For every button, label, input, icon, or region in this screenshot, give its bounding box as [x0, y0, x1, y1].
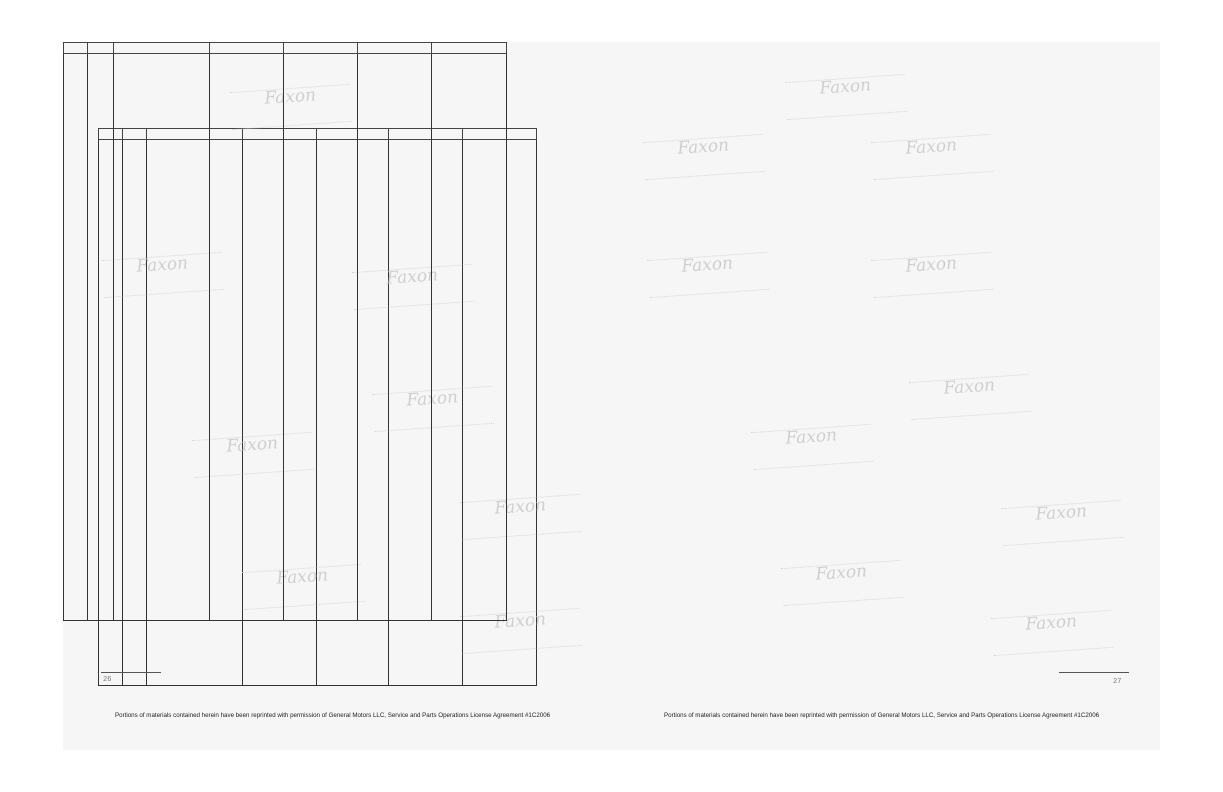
- table-cell: [64, 600, 88, 621]
- right-page-number: 27: [1113, 678, 1122, 686]
- table-row: [64, 264, 507, 285]
- table-cell: [114, 180, 210, 201]
- table-row: [64, 474, 507, 495]
- table-cell: [284, 285, 358, 306]
- table-cell: [88, 75, 114, 96]
- table-row: [64, 180, 507, 201]
- table-cell: [210, 138, 284, 159]
- right-footer-rule: [1059, 672, 1129, 673]
- table-cell: [358, 558, 432, 579]
- table-cell: [358, 138, 432, 159]
- table-cell: [64, 453, 88, 474]
- table-cell: [210, 180, 284, 201]
- table-row: [64, 54, 507, 75]
- table-cell: [284, 516, 358, 537]
- table-cell: [64, 579, 88, 600]
- table-cell: [88, 285, 114, 306]
- table-cell: [210, 285, 284, 306]
- table-cell: [88, 579, 114, 600]
- table-cell: [358, 411, 432, 432]
- table-cell: [358, 327, 432, 348]
- watermark-logo: Faxon: [242, 564, 364, 610]
- table-cell: [432, 96, 507, 117]
- table-cell: [88, 159, 114, 180]
- table-cell: [358, 516, 432, 537]
- watermark-logo: Faxon: [460, 494, 582, 540]
- table-cell: [284, 474, 358, 495]
- table-row: [64, 516, 507, 537]
- table-row: [64, 285, 507, 306]
- table-cell: [284, 390, 358, 411]
- table-cell: [210, 201, 284, 222]
- table-cell: [284, 201, 358, 222]
- table-row: [64, 222, 507, 243]
- table-cell: [210, 348, 284, 369]
- table-cell: [432, 453, 507, 474]
- table-cell: [284, 411, 358, 432]
- table-cell: [88, 411, 114, 432]
- table-cell: [114, 369, 210, 390]
- table-row: [64, 432, 507, 453]
- table-cell: [88, 96, 114, 117]
- watermark-logo: Faxon: [909, 374, 1031, 420]
- table-cell: [210, 432, 284, 453]
- table-cell: [358, 495, 432, 516]
- table-cell: [284, 579, 358, 600]
- table-cell: [64, 327, 88, 348]
- table-cell: [210, 159, 284, 180]
- table-cell: [114, 579, 210, 600]
- watermark-logo: Faxon: [871, 134, 993, 180]
- table-cell: [358, 117, 432, 138]
- table-cell: [284, 222, 358, 243]
- watermark-logo: Faxon: [230, 84, 352, 130]
- table-cell: [88, 243, 114, 264]
- table-cell: [284, 537, 358, 558]
- table-cell: [88, 558, 114, 579]
- table-cell: [284, 348, 358, 369]
- table-cell: [147, 644, 243, 665]
- table-cell: [114, 453, 210, 474]
- table-cell: [210, 516, 284, 537]
- table-cell: [284, 327, 358, 348]
- table-cell: [114, 222, 210, 243]
- table-cell: [358, 180, 432, 201]
- table-cell: [88, 348, 114, 369]
- table-cell: [88, 264, 114, 285]
- table-cell: [432, 264, 507, 285]
- table-cell: [64, 75, 88, 96]
- table-cell: [88, 432, 114, 453]
- table-cell: [210, 558, 284, 579]
- table-cell: [284, 75, 358, 96]
- table-row: [64, 306, 507, 327]
- table-cell: [88, 390, 114, 411]
- table-cell: [210, 579, 284, 600]
- table-cell: [432, 411, 507, 432]
- watermark-logo: Faxon: [1001, 500, 1123, 546]
- table-cell: [284, 54, 358, 75]
- table-cell: [432, 222, 507, 243]
- table-cell: [114, 432, 210, 453]
- table-cell: [432, 75, 507, 96]
- table-cell: [432, 495, 507, 516]
- table-cell: [358, 600, 432, 621]
- table-cell: [432, 432, 507, 453]
- table-cell: [114, 516, 210, 537]
- table-row: [99, 644, 537, 665]
- table-row: [64, 390, 507, 411]
- table-cell: [432, 327, 507, 348]
- table-cell: [210, 264, 284, 285]
- column-header: [114, 43, 210, 54]
- table-cell: [389, 644, 463, 665]
- table-cell: [114, 600, 210, 621]
- watermark-logo: Faxon: [647, 252, 769, 298]
- column-header: [88, 43, 114, 54]
- table-cell: [88, 54, 114, 75]
- table-cell: [114, 264, 210, 285]
- table-cell: [389, 665, 463, 686]
- table-cell: [358, 579, 432, 600]
- table-cell: [463, 644, 537, 665]
- table-cell: [432, 180, 507, 201]
- table-row: [64, 453, 507, 474]
- table-cell: [358, 432, 432, 453]
- table-row: [64, 537, 507, 558]
- table-row: [64, 159, 507, 180]
- table-cell: [114, 75, 210, 96]
- left-footer-rule: [101, 672, 161, 673]
- table-cell: [243, 665, 317, 686]
- table-row: [64, 327, 507, 348]
- table-cell: [114, 117, 210, 138]
- table-cell: [210, 495, 284, 516]
- table-cell: [432, 54, 507, 75]
- table-cell: [114, 327, 210, 348]
- table-cell: [358, 537, 432, 558]
- table-cell: [284, 369, 358, 390]
- table-cell: [64, 117, 88, 138]
- table-cell: [88, 180, 114, 201]
- table-cell: [88, 516, 114, 537]
- table-cell: [64, 285, 88, 306]
- table-cell: [64, 96, 88, 117]
- table-cell: [210, 327, 284, 348]
- table-cell: [64, 138, 88, 159]
- table-row: [64, 411, 507, 432]
- table-cell: [114, 96, 210, 117]
- table-cell: [432, 390, 507, 411]
- table-cell: [64, 306, 88, 327]
- left-footnote: Portions of materials contained herein have been reprinted with permission of General Motors LLC, Service and Parts Operations License Agreement #1C2006: [115, 712, 551, 719]
- table-cell: [358, 201, 432, 222]
- table-cell: [358, 243, 432, 264]
- right-footnote: Portions of materials contained herein have been reprinted with permission of General Motors LLC, Service and Parts Operations License Agreement #1C2006: [664, 712, 1100, 719]
- table-cell: [358, 306, 432, 327]
- table-cell: [114, 537, 210, 558]
- table-row: [64, 600, 507, 621]
- table-cell: [432, 159, 507, 180]
- table-cell: [88, 138, 114, 159]
- table-cell: [432, 285, 507, 306]
- table-row: [64, 558, 507, 579]
- catalog-spread: [63, 42, 1160, 750]
- table-cell: [123, 644, 147, 665]
- table-cell: [284, 453, 358, 474]
- table-cell: [210, 96, 284, 117]
- table-cell: [123, 665, 147, 686]
- table-cell: [210, 243, 284, 264]
- watermark-logo: Faxon: [751, 424, 873, 470]
- table-row: [64, 348, 507, 369]
- table-cell: [64, 432, 88, 453]
- table-cell: [64, 474, 88, 495]
- table-cell: [210, 369, 284, 390]
- column-header: [284, 43, 358, 54]
- table-cell: [64, 264, 88, 285]
- table-cell: [64, 243, 88, 264]
- table-cell: [432, 558, 507, 579]
- table-cell: [64, 348, 88, 369]
- table-cell: [114, 411, 210, 432]
- table-cell: [88, 495, 114, 516]
- table-cell: [210, 474, 284, 495]
- table-cell: [432, 306, 507, 327]
- table-cell: [99, 644, 123, 665]
- watermark-logo: Faxon: [192, 432, 314, 478]
- table-cell: [114, 54, 210, 75]
- table-cell: [114, 201, 210, 222]
- table-cell: [114, 495, 210, 516]
- watermark-logo: Faxon: [785, 74, 907, 120]
- table-cell: [317, 644, 389, 665]
- table-cell: [64, 222, 88, 243]
- table-cell: [463, 665, 537, 686]
- watermark-logo: Faxon: [372, 386, 494, 432]
- right-page: [612, 42, 1160, 750]
- watermark-logo: Faxon: [781, 560, 903, 606]
- table-cell: [147, 665, 243, 686]
- table-cell: [432, 579, 507, 600]
- table-cell: [284, 264, 358, 285]
- table-cell: [432, 138, 507, 159]
- watermark-logo: Faxon: [352, 264, 474, 310]
- table-cell: [114, 306, 210, 327]
- table-cell: [432, 600, 507, 621]
- table-row: [99, 665, 537, 686]
- table-cell: [284, 117, 358, 138]
- table-row: [64, 579, 507, 600]
- table-cell: [358, 474, 432, 495]
- table-cell: [432, 201, 507, 222]
- table-cell: [88, 222, 114, 243]
- left-page-number: 26: [103, 676, 112, 684]
- table-cell: [358, 453, 432, 474]
- right-parts-table: [63, 42, 507, 621]
- table-cell: [317, 623, 389, 644]
- table-cell: [358, 96, 432, 117]
- table-row: [64, 243, 507, 264]
- column-header: [210, 43, 284, 54]
- table-cell: [317, 665, 389, 686]
- table-cell: [210, 390, 284, 411]
- table-cell: [389, 623, 463, 644]
- table-row: [64, 201, 507, 222]
- table-cell: [432, 516, 507, 537]
- table-cell: [284, 600, 358, 621]
- table-cell: [432, 117, 507, 138]
- table-cell: [432, 474, 507, 495]
- table-cell: [284, 306, 358, 327]
- table-cell: [284, 432, 358, 453]
- table-cell: [64, 558, 88, 579]
- table-cell: [210, 306, 284, 327]
- table-cell: [64, 159, 88, 180]
- table-cell: [358, 54, 432, 75]
- table-cell: [147, 623, 243, 644]
- table-cell: [210, 117, 284, 138]
- table-cell: [432, 369, 507, 390]
- table-cell: [114, 558, 210, 579]
- table-row: [64, 96, 507, 117]
- table-cell: [210, 222, 284, 243]
- table-cell: [358, 348, 432, 369]
- table-cell: [358, 222, 432, 243]
- table-cell: [64, 180, 88, 201]
- table-cell: [88, 327, 114, 348]
- table-cell: [88, 453, 114, 474]
- column-header: [64, 43, 88, 54]
- table-cell: [64, 54, 88, 75]
- watermark-logo: Faxon: [991, 610, 1113, 656]
- table-cell: [114, 390, 210, 411]
- table-cell: [64, 390, 88, 411]
- table-row: [64, 369, 507, 390]
- table-cell: [358, 369, 432, 390]
- table-cell: [64, 201, 88, 222]
- table-cell: [114, 474, 210, 495]
- table-cell: [114, 285, 210, 306]
- watermark-logo: Faxon: [871, 252, 993, 298]
- table-cell: [88, 117, 114, 138]
- table-cell: [88, 537, 114, 558]
- column-header: [432, 43, 507, 54]
- table-cell: [123, 623, 147, 644]
- table-cell: [284, 180, 358, 201]
- table-cell: [284, 495, 358, 516]
- table-cell: [432, 243, 507, 264]
- table-cell: [64, 516, 88, 537]
- table-cell: [64, 411, 88, 432]
- table-cell: [114, 348, 210, 369]
- table-cell: [284, 243, 358, 264]
- table-row: [64, 75, 507, 96]
- table-cell: [114, 243, 210, 264]
- table-cell: [210, 537, 284, 558]
- right-table-header: [64, 43, 507, 54]
- table-cell: [432, 348, 507, 369]
- table-cell: [210, 75, 284, 96]
- table-row: [99, 623, 537, 644]
- table-cell: [88, 201, 114, 222]
- table-cell: [463, 623, 537, 644]
- table-cell: [284, 159, 358, 180]
- table-row: [64, 138, 507, 159]
- table-cell: [243, 644, 317, 665]
- table-cell: [64, 537, 88, 558]
- table-cell: [88, 600, 114, 621]
- table-cell: [64, 369, 88, 390]
- table-cell: [210, 600, 284, 621]
- table-cell: [64, 495, 88, 516]
- table-row: [64, 495, 507, 516]
- table-cell: [243, 623, 317, 644]
- table-row: [64, 117, 507, 138]
- table-cell: [432, 537, 507, 558]
- table-cell: [284, 96, 358, 117]
- column-header: [358, 43, 432, 54]
- table-cell: [284, 558, 358, 579]
- table-cell: [358, 285, 432, 306]
- table-cell: [358, 390, 432, 411]
- table-cell: [210, 54, 284, 75]
- table-cell: [114, 159, 210, 180]
- table-cell: [210, 453, 284, 474]
- table-cell: [99, 623, 123, 644]
- table-cell: [88, 474, 114, 495]
- table-cell: [358, 159, 432, 180]
- table-cell: [210, 411, 284, 432]
- table-cell: [358, 264, 432, 285]
- table-cell: [88, 369, 114, 390]
- table-cell: [88, 306, 114, 327]
- table-cell: [114, 138, 210, 159]
- watermark-logo: Faxon: [102, 252, 224, 298]
- table-cell: [284, 138, 358, 159]
- watermark-logo: Faxon: [643, 134, 765, 180]
- table-cell: [358, 75, 432, 96]
- watermark-logo: Faxon: [460, 608, 582, 654]
